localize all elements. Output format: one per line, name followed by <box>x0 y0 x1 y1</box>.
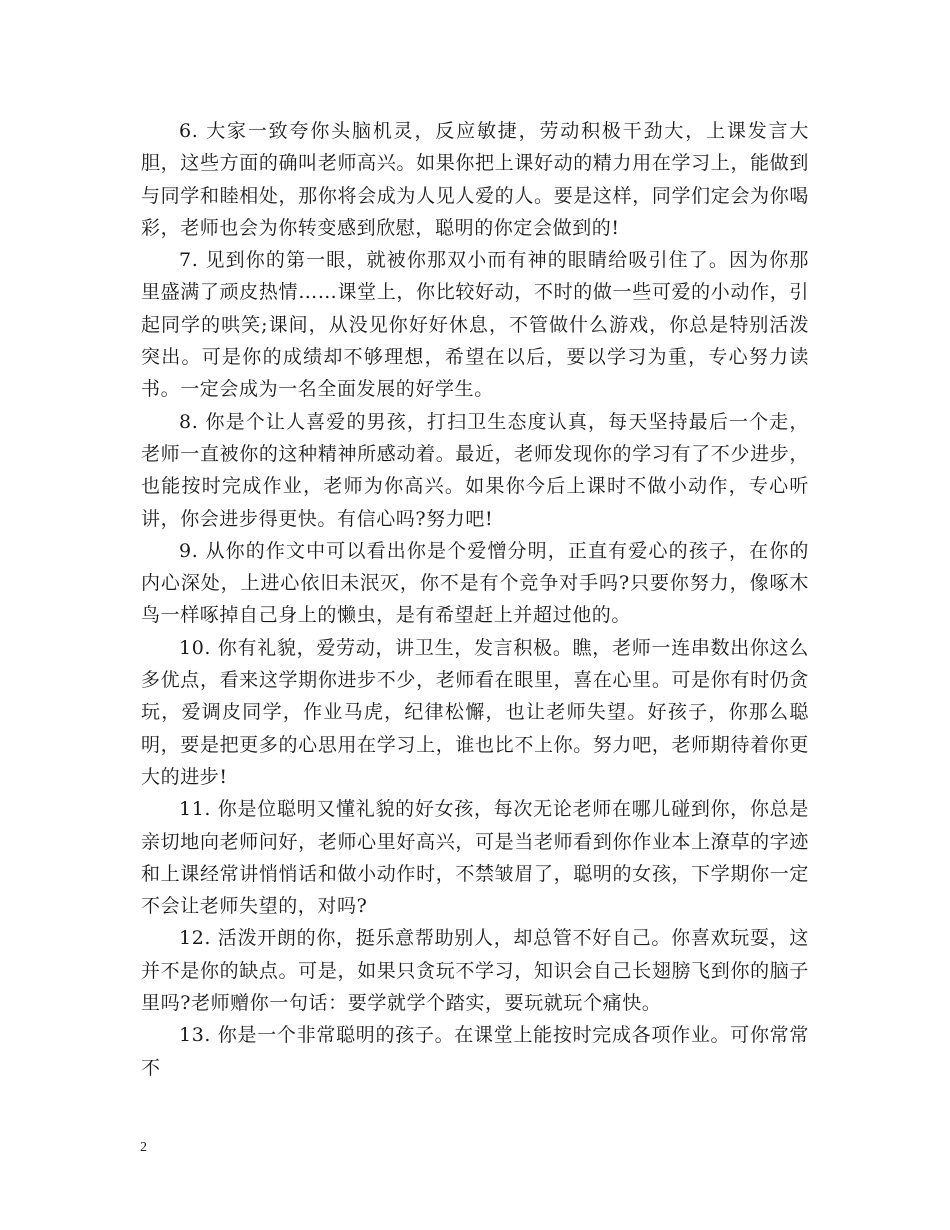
paragraph-12: 12. 活泼开朗的你，挺乐意帮助别人，却总管不好自己。你喜欢玩耍，这并不是你的缺点。可是，如果只贪玩不学习，知识会自己长翅膀飞到你的脑子里吗?老师赠你一句话：要学就学个踏实，要玩就玩个痛快。 <box>141 927 809 1015</box>
paragraph-7: 7. 见到你的第一眼，就被你那双小而有神的眼睛给吸引住了。因为你那里盛满了顽皮热情……课堂上，你比较好动，不时的做一些可爱的小动作，引起同学的哄笑;课间，从没见你好好休息，不管做什么游戏，你总是特别活泼突出。可是你的成绩却不够理想，希望在以后，要以学习为重，专心努力读书。一定会成为一名全面发展的好学生。 <box>141 249 809 401</box>
paragraph-11: 11. 你是位聪明又懂礼貌的好女孩，每次无论老师在哪儿碰到你，你总是亲切地向老师问好，老师心里好高兴，可是当老师看到你作业本上潦草的字迹和上课经常讲悄悄话和做小动作时，不禁皱眉了，聪明的女孩，下学期你一定不会让老师失望的，对吗? <box>141 798 809 918</box>
document-body <box>141 115 809 1084</box>
paragraph-6: 6. 大家一致夸你头脑机灵，反应敏捷，劳动积极干劲大，上课发言大胆，这些方面的确叫老师高兴。如果你把上课好动的精力用在学习上，能做到与同学和睦相处，那你将会成为人见人爱的人。要是这样，同学们定会为你喝彩，老师也会为你转变感到欣慰，聪明的你定会做到的! <box>141 120 809 239</box>
paragraph-13: 13. 你是一个非常聪明的孩子。在课堂上能按时完成各项作业。可你常常不 <box>141 1024 809 1079</box>
paragraph-10: 10. 你有礼貌，爱劳动，讲卫生，发言积极。瞧，老师一连串数出你这么多优点，看来这学期你进步不少，老师看在眼里，喜在心里。可是你有时仍贪玩，爱调皮同学，作业马虎，纪律松懈，也让老师失望。好孩子，你那么聪明，要是把更多的心思用在学习上，谁也比不上你。努力吧，老师期待着你更大的进步! <box>141 636 809 788</box>
page-number: 2 <box>140 1140 147 1155</box>
paragraph-8: 8. 你是个让人喜爱的男孩，打扫卫生态度认真，每天坚持最后一个走，老师一直被你的这种精神所感动着。最近，老师发现你的学习有了不少进步，也能按时完成作业，老师为你高兴。如果你今后上课时不做小动作，专心听讲，你会进步得更快。有信心吗?努力吧! <box>141 410 809 530</box>
paragraph-9: 9. 从你的作文中可以看出你是个爱憎分明，正直有爱心的孩子，在你的内心深处，上进心依旧未泯灭，你不是有个竞争对手吗?只要你努力，像啄木鸟一样啄掉自己身上的懒虫，是有希望赶上并超过他的。 <box>141 539 809 627</box>
